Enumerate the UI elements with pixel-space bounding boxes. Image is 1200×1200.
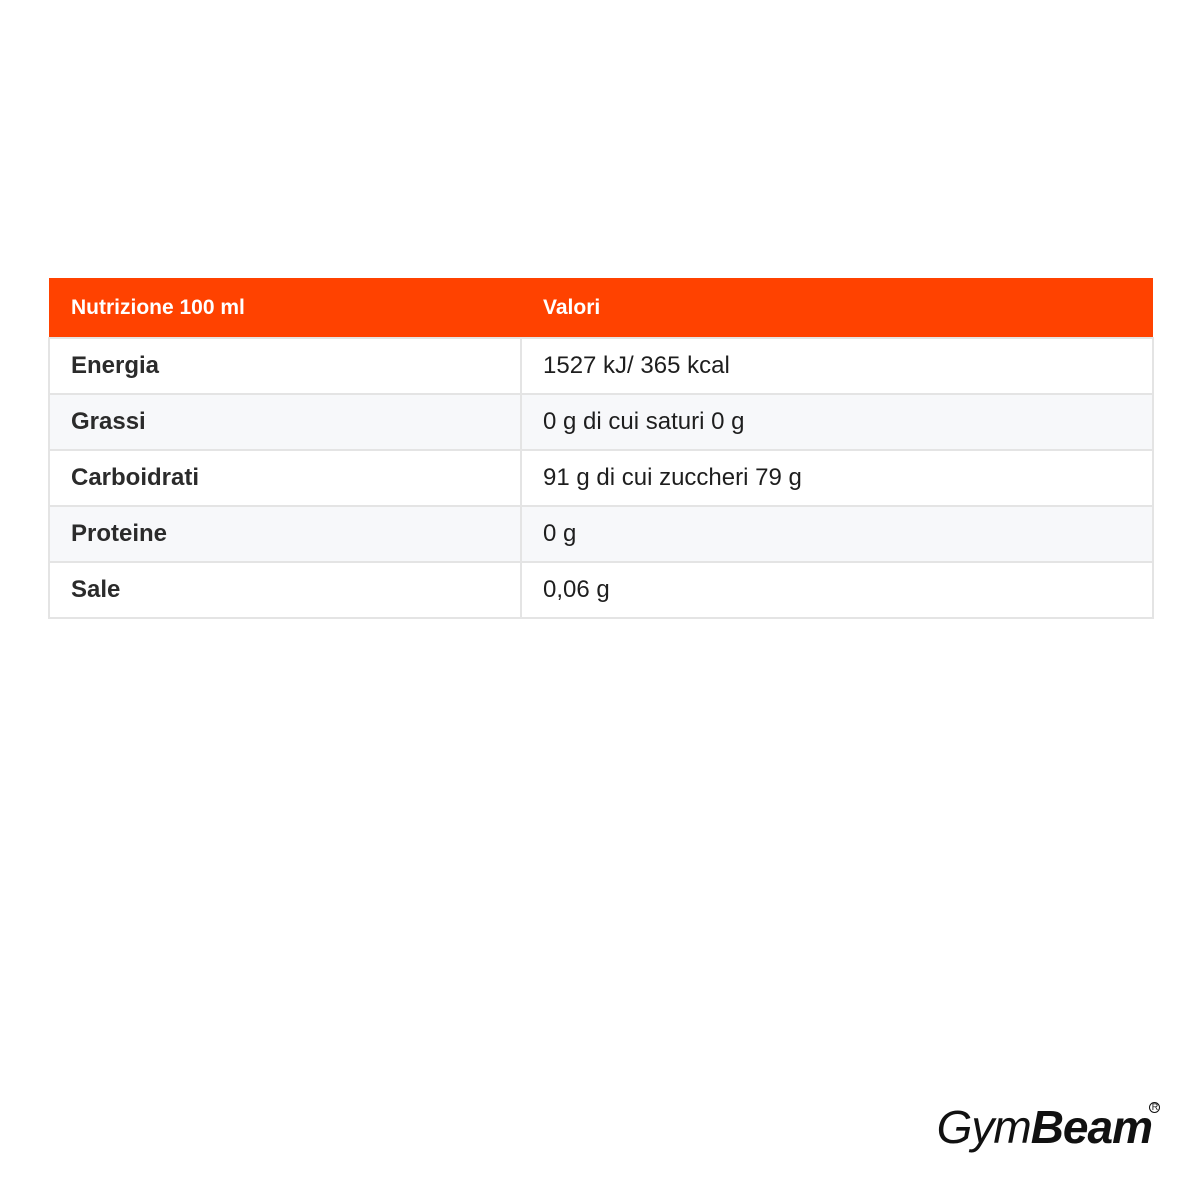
table-row — [49, 562, 1153, 618]
nutrient-value: 1527 kJ/ 365 kcal — [521, 338, 1153, 394]
header-values: Valori — [521, 278, 1153, 338]
nutrient-value: 0 g — [521, 506, 1153, 562]
header-nutrition: Nutrizione 100 ml — [49, 278, 521, 338]
table-header-row — [49, 278, 1153, 338]
nutrition-table — [48, 278, 1154, 619]
table-row — [49, 450, 1153, 506]
nutrient-name: Sale — [49, 562, 521, 618]
nutrient-name: Carboidrati — [49, 450, 521, 506]
nutrient-value: 0 g di cui saturi 0 g — [521, 394, 1153, 450]
table-row — [49, 338, 1153, 394]
registered-mark-icon: R — [1149, 1102, 1160, 1113]
brand-name-light: Gym — [936, 1101, 1031, 1153]
nutrient-name: Grassi — [49, 394, 521, 450]
table-row — [49, 506, 1153, 562]
brand-logo — [936, 1100, 1158, 1154]
nutrient-value: 0,06 g — [521, 562, 1153, 618]
nutrient-value: 91 g di cui zuccheri 79 g — [521, 450, 1153, 506]
brand-name-bold: Beam — [1030, 1101, 1152, 1153]
nutrient-name: Proteine — [49, 506, 521, 562]
nutrient-name: Energia — [49, 338, 521, 394]
table-row — [49, 394, 1153, 450]
